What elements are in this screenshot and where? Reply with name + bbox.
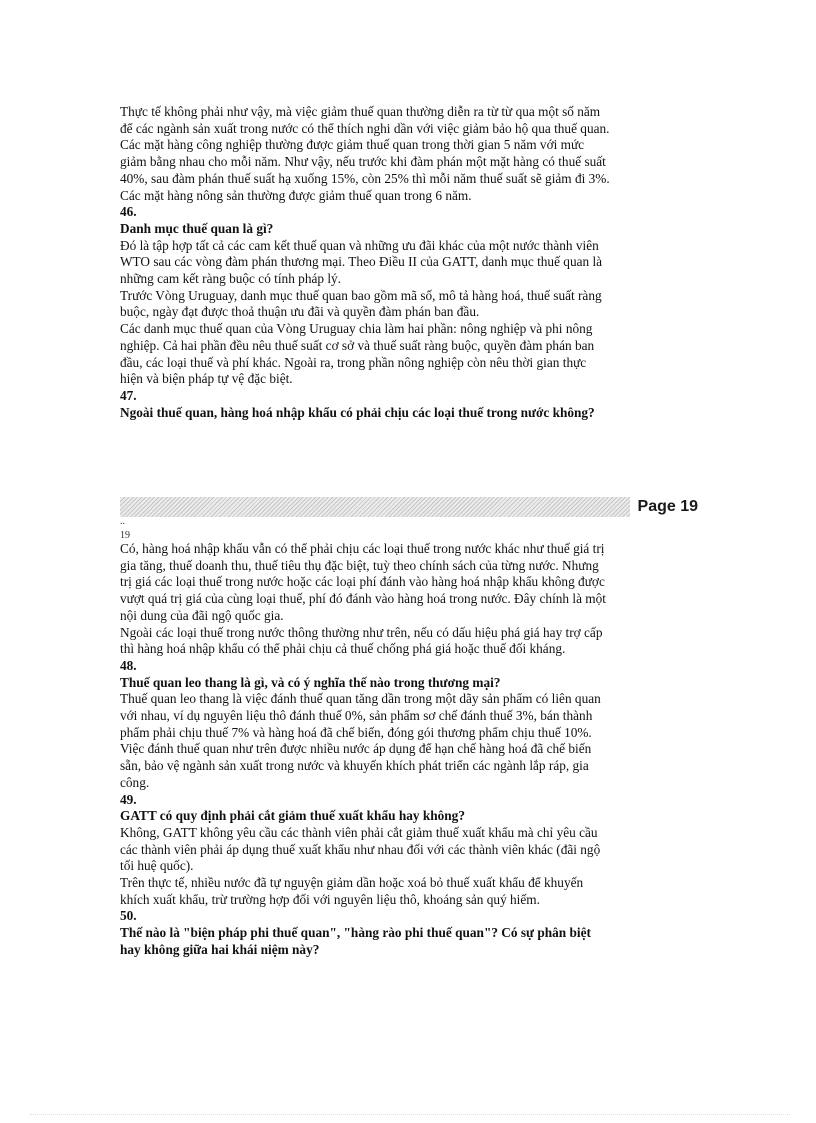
paragraph: Các danh mục thuế quan của Vòng Uruguay chia làm hai phần: nông nghiệp và phi nông nghiệp. Cả hai phần đều nêu thuế suất cơ sở và thuế suất ràng buộc, quyền đàm phán ban đầu, các loại thuế và phí khác. Ngoài ra, trong phần nông nghiệp còn nêu thời gian thực hiện và biện pháp tự vệ đặc biệt. bbox=[120, 321, 595, 387]
paragraph: Thực tế không phải như vậy, mà việc giảm thuế quan thường diễn ra từ từ qua một số năm để các ngành sản xuất trong nước có thể thích nghi dần với việc giảm bảo hộ qua thuế quan. bbox=[120, 104, 610, 136]
paragraph: Các mặt hàng công nghiệp thường được giảm thuế quan trong thời gian 5 năm với mức giảm bằng nhau cho mỗi năm. Như vậy, nếu trước khi đàm phán một mặt hàng có thuế suất 40%, sau đàm phán thuế suất hạ xuống 15%, còn 25% thì mỗi năm thuế suất sẽ giảm đi 3%. bbox=[120, 137, 610, 186]
paragraph: Việc đánh thuế quan như trên được nhiều nước áp dụng để hạn chế hàng hoá đã chế biến sẵn, bảo vệ ngành sản xuất trong nước và khuyến khích phát triển các ngành lắp ráp, gia công. bbox=[120, 741, 592, 790]
small-page-number: 19 bbox=[120, 530, 130, 541]
page-number-label: Page 19 bbox=[630, 497, 700, 517]
bottom-dotted-rule bbox=[30, 1114, 790, 1115]
separator-dots: .. bbox=[120, 516, 125, 527]
question-number: 47. bbox=[120, 387, 137, 403]
question-heading: Thuế quan leo thang là gì, và có ý nghĩa thế nào trong thương mại? bbox=[120, 674, 501, 690]
question-number: 48. bbox=[120, 657, 137, 673]
text-block-bottom bbox=[120, 541, 610, 959]
paragraph: Thuế quan leo thang là việc đánh thuế quan tăng dần trong một dãy sản phẩm có liên quan với nhau, ví dụ nguyên liệu thô đánh thuế 0%, sản phẩm sơ chế đánh thuế 3%, bán thành phẩm phải chịu thuế 7% và hàng hoá đã chế biến, đóng gói thương phẩm chịu thuế 10%. bbox=[120, 691, 601, 740]
question-heading: Danh mục thuế quan là gì? bbox=[120, 220, 274, 236]
question-number: 46. bbox=[120, 204, 137, 220]
paragraph: Đó là tập hợp tất cả các cam kết thuế quan và những ưu đãi khác của một nước thành viên WTO sau các vòng đàm phán thương mại. Theo Điều II của GATT, danh mục thuế quan là những cam kết ràng buộc có tính pháp lý. bbox=[120, 237, 603, 287]
text-block-top bbox=[120, 104, 610, 421]
question-number: 49. bbox=[120, 791, 137, 807]
paragraph: Không, GATT không yêu cầu các thành viên phải cắt giảm thuế xuất khẩu mà chỉ yêu cầu các thành viên phải áp dụng thuế xuất khẩu như nhau đối với các thành viên khác (đãi ngộ tối huệ quốc). bbox=[120, 824, 601, 874]
question-heading: GATT có quy định phải cắt giảm thuế xuất khẩu hay không? bbox=[120, 808, 465, 824]
question-heading: Thế nào là "biện pháp phi thuế quan", "hàng rào phi thuế quan"? Có sự phân biệt hay không giữa hai khái niệm này? bbox=[120, 925, 591, 957]
paragraph: Ngoài các loại thuế trong nước thông thường như trên, nếu có dấu hiệu phá giá hay trợ cấp thì hàng hoá nhập khẩu có thể phải chịu cả thuế chống phá giá hoặc thuế đối kháng. bbox=[120, 624, 603, 657]
question-number: 50. bbox=[120, 908, 137, 924]
question-heading: Ngoài thuế quan, hàng hoá nhập khẩu có phải chịu các loại thuế trong nước không? bbox=[120, 404, 595, 420]
paragraph: Trước Vòng Uruguay, danh mục thuế quan bao gồm mã số, mô tả hàng hoá, thuế suất ràng buộc, ngày đạt được thoả thuận ưu đãi và quyền đàm phán ban đầu. bbox=[120, 287, 602, 320]
paragraph: Các mặt hàng nông sản thường được giảm thuế quan trong 6 năm. bbox=[120, 187, 472, 203]
paragraph: Trên thực tế, nhiều nước đã tự nguyện giảm dần hoặc xoá bỏ thuế xuất khẩu để khuyến khích xuất khẩu, trừ trường hợp đối với nguyên liệu thô, khoáng sản quý hiếm. bbox=[120, 875, 584, 907]
page-divider-band bbox=[120, 497, 700, 517]
paragraph: Có, hàng hoá nhập khẩu vẫn có thể phải chịu các loại thuế trong nước khác như thuế giá trị gia tăng, thuế doanh thu, thuế tiêu thụ đặc biệt, tuỳ theo chính sách của từng nước. Nhưng trị giá các loại thuế trong nước hoặc các loại phí đánh vào hàng hoá nhập khẩu không được vượt quá trị giá của cùng loại thuế, phí đó đánh vào hàng hoá trong nước. Đây chính là một nội dung của đãi ngộ quốc gia. bbox=[120, 541, 606, 623]
